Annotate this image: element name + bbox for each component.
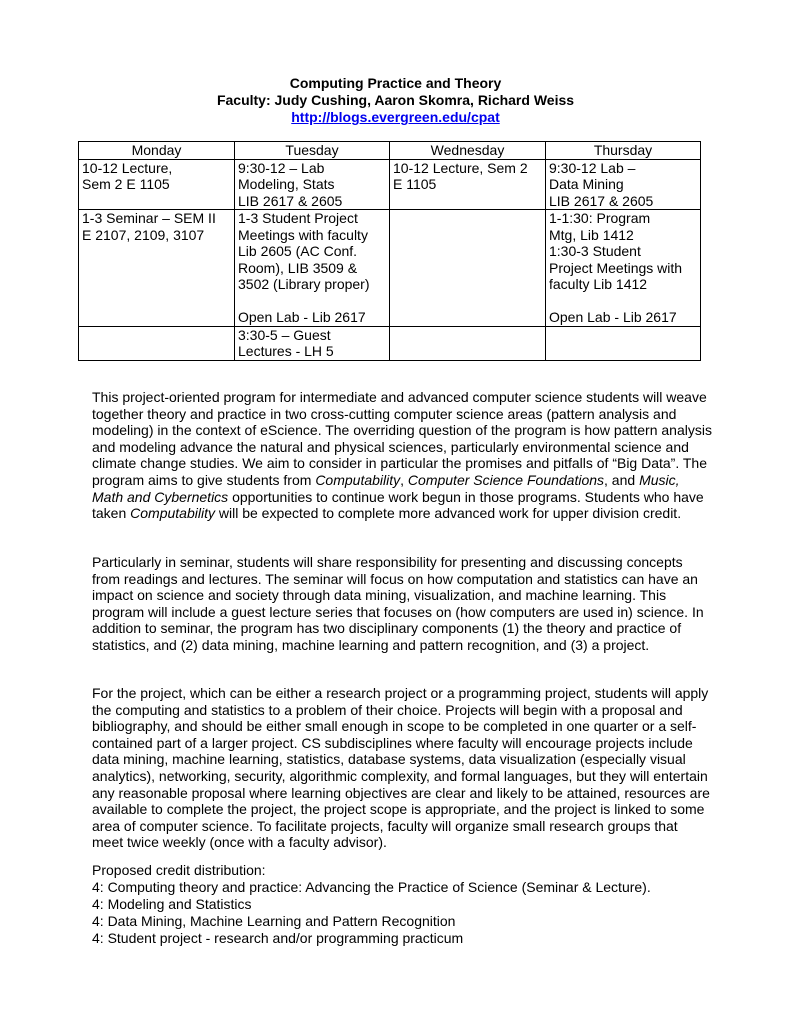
- credit-item: 4: Modeling and Statistics: [92, 896, 252, 912]
- schedule-row: [79, 210, 701, 327]
- schedule-cell: [79, 326, 235, 360]
- schedule-row: [79, 159, 701, 210]
- schedule-row: [79, 326, 701, 360]
- credit-heading: Proposed credit distribution:: [92, 862, 266, 878]
- seminar-paragraph: Particularly in seminar, students will share responsibility for presenting and discussing concepts from readings and lectures. The seminar will focus on how computation and statistics can have an impact on science and society through data mining, visualization, and machine learning. This program will include a guest lecture series that focuses on (how computers are used in) science. In addition to seminar, the program has two disciplinary components (1) the theory and practice of statistics, and (2) data mining, machine learning and pattern recognition, and (3) a project.: [92, 554, 704, 653]
- column-header-wednesday: Wednesday: [390, 142, 546, 160]
- course-name: Music, Math and Cybernetics: [92, 471, 680, 505]
- column-header-monday: Monday: [79, 142, 235, 160]
- credit-distribution: [92, 862, 712, 947]
- faculty-line: Faculty: Judy Cushing, Aaron Skomra, Richard Weiss: [216, 92, 575, 108]
- schedule-cell: 9:30-12 Lab – Data Mining LIB 2617 & 2605: [546, 159, 701, 210]
- schedule-cell: 10-12 Lecture, Sem 2 E 1105: [390, 159, 546, 210]
- column-header-thursday: Thursday: [546, 142, 701, 160]
- credit-item: 4: Student project - research and/or programming practicum: [92, 930, 464, 946]
- schedule-cell: 3:30-5 – Guest Lectures - LH 5: [235, 326, 390, 360]
- credit-item: 4: Computing theory and practice: Advancing the Practice of Science (Seminar & Lecture).: [92, 879, 651, 895]
- program-title: Computing Practice and Theory: [289, 75, 502, 91]
- schedule-cell: 9:30-12 – Lab Modeling, Stats LIB 2617 & 2605: [235, 159, 390, 210]
- schedule-cell: [546, 326, 701, 360]
- document-header: [0, 75, 791, 126]
- schedule-cell: 1-3 Student Project Meetings with faculty Lib 2605 (AC Conf. Room), LIB 3509 & 3502 (Library proper) Open Lab - Lib 2617: [235, 210, 390, 327]
- course-name: Computability: [130, 505, 215, 522]
- project-paragraph: For the project, which can be either a research project or a programming project, students will apply the computing and statistics to a problem of their choice. Projects will begin with a proposal and bibliography, and should be either small enough in scope to be completed in one quarter or a self-contained part of a larger project. CS subdisciplines where faculty will encourage projects include data mining, machine learning, statistics, database systems, data visualization (especially visual analytics), networking, security, algorithmic complexity, and formal languages, but they will entertain any reasonable proposal where learning objectives are clear and likely to be attained, resources are available to complete the project, the project scope is appropriate, and the project is linked to some area of computer science. To facilitate projects, faculty will organize small research groups that meet twice weekly (once with a faculty advisor).: [92, 685, 710, 851]
- program-description-paragraph: This project-oriented program for intermediate and advanced computer science students will weave together theory and practice in two cross-cutting computer science areas (pattern analysis and modeling) in the context of eScience. The overriding question of the program is how pattern analysis and modeling advance the natural and physical sciences, particularly environmental science and climate change studies. We aim to consider in particular the promises and pitfalls of “Big Data”. The program aims to give students from Computability, Computer Science Foundations, and Music, Math and Cybernetics opportunities to continue work begun in those programs. Students who have taken Computability will be expected to complete more advanced work for upper division credit.: [92, 389, 712, 522]
- program-url-link[interactable]: http://blogs.evergreen.edu/cpat: [291, 109, 500, 125]
- schedule-cell: [390, 326, 546, 360]
- schedule-cell: 10-12 Lecture, Sem 2 E 1105: [79, 159, 235, 210]
- schedule-header-row: [79, 142, 701, 160]
- schedule-cell: [390, 210, 546, 327]
- course-name: Computability: [315, 471, 401, 488]
- schedule-cell: 1-3 Seminar – SEM II E 2107, 2109, 3107: [79, 210, 235, 327]
- credit-item: 4: Data Mining, Machine Learning and Pattern Recognition: [92, 913, 456, 929]
- schedule-cell: 1-1:30: Program Mtg, Lib 1412 1:30-3 Student Project Meetings with faculty Lib 1412 Open Lab - Lib 2617: [546, 210, 701, 327]
- course-name: Computer Science Foundations: [407, 471, 605, 488]
- column-header-tuesday: Tuesday: [235, 142, 390, 160]
- schedule-table: [78, 141, 701, 361]
